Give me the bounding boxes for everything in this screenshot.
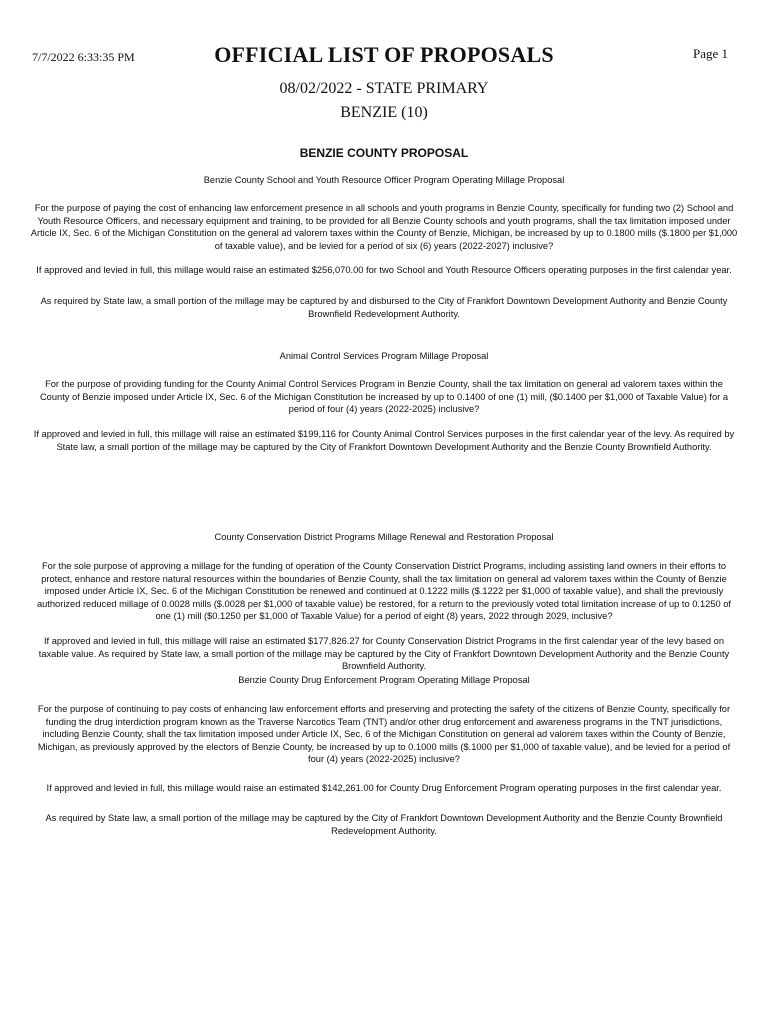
proposal-text: If approved and levied in full, this millage would raise an estimated $142,261.00 for County Drug Enforcement Program operating purposes in the first calendar year. [46,783,722,793]
proposal-text: If approved and levied in full, this millage will raise an estimated $199,116 for County Animal Control Services purposes in the first calendar year of the levy. As required by State law, a small portion of the millage may be captured by the City of Frankfort Downtown Development Authority and the Benzie County Brownfield Authority. [33,429,735,452]
proposal-text: If approved and levied in full, this millage will raise an estimated $177,826.27 for County Conservation District Programs in the first calendar year of the levy based on taxable value. As required by State law, a small portion of the millage may be captured by the City of Frankfort Downtown Development Authority and the Benzie County Brownfield Authority. [38,636,730,671]
print-timestamp: 7/7/2022 6:33:35 PM [32,50,135,64]
election-name: 08/02/2022 - STATE PRIMARY [279,80,489,97]
page-number: Page 1 [692,46,728,61]
proposal-text: As required by State law, a small portion of the millage may be captured by and disbursed to the City of Frankfort Downtown Development Authority and Benzie County Brownfield Redevelopment Authority. [40,296,728,319]
proposal-title: County Conservation District Programs Millage Renewal and Restoration Proposal [214,532,554,542]
section-heading: BENZIE COUNTY PROPOSAL [299,146,469,160]
proposal-title: Benzie County School and Youth Resource Officer Program Operating Millage Proposal [203,175,565,185]
proposal-text: For the sole purpose of approving a millage for the funding of operation of the County Conservation District Programs, including assisting land owners in their efforts to protect, enhance and restore natural resources within the boundaries of Benzie County, shall the tax limitation on general ad valorem taxes within the County of Benzie imposed under Article IX, Sec. 6 of the Michigan Constitution be renewed and continued at 0.1222 mills ($.1222 per $1,000 of taxable value), and shall the previously authorized reduced millage of 0.0028 mills ($.0028 per $1,000 of taxable value) be restored, for a return to the previously voted total limitation increase of up to 0.1250 of one (1) mill ($0.1250 per $1,000 of Taxable Value) for a period of eight (8) years, 2022 through 2029, inclusive? [36,561,732,621]
county-name: BENZIE (10) [340,104,428,121]
proposal-text: As required by State law, a small portion of the millage may be captured by the City of Frankfort Downtown Development Authority and the Benzie County Brownfield Redevelopment Authority. [45,813,723,836]
proposal-title: Benzie County Drug Enforcement Program Operating Millage Proposal [238,675,530,685]
document-title: OFFICIAL LIST OF PROPOSALS [214,42,554,67]
proposal-text: For the purpose of continuing to pay costs of enhancing law enforcement efforts and preserving and protecting the safety of the citizens of Benzie County, specifically for funding the drug interdiction program known as the Traverse Narcotics Team (TNT) and/or other drug enforcement and awareness programs in the TNT jurisdictions, including Benzie County, shall the tax limitation imposed under Article IX, Sec. 6 of the Michigan Constitution on general ad valorem taxes within the County of Benzie, Michigan, as previously approved by the electors of Benzie County, be increased by up to 0.1000 mills ($.1000 per $1,000 of taxable value), and be levied for a period of four (4) years (2022-2025) inclusive? [37,704,731,764]
proposal-title: Animal Control Services Program Millage Proposal [279,351,489,361]
proposal-text: For the purpose of providing funding for the County Animal Control Services Program in Benzie County, shall the tax limitation on general ad valorem taxes within the County of Benzie imposed under Article IX, Sec. 6 of the Michigan Constitution be increased by up to 0.1400 of one (1) mill, ($0.1400 per $1,000 of Taxable Value) for a period of four (4) years (2022-2025) inclusive? [39,379,729,414]
proposal-text: For the purpose of paying the cost of enhancing law enforcement presence in all schools and youth programs in Benzie County, specifically for funding two (2) School and Youth Resource Officers, and necessary equipment and training, to be provided for all Benzie County schools and youth programs, shall the tax limitation imposed under Article IX, Sec. 6 of the Michigan Constitution on the general ad valorem taxes within the County of Benzie, Michigan, be increased by up to 0.1800 mills ($.1800 per $1,000 of taxable value), and be levied for a period of six (6) years (2022-2027) inclusive? [30,203,738,251]
proposal-text: If approved and levied in full, this millage would raise an estimated $256,070.00 for two School and Youth Resource Officers operating purposes in the first calendar year. [36,265,732,275]
